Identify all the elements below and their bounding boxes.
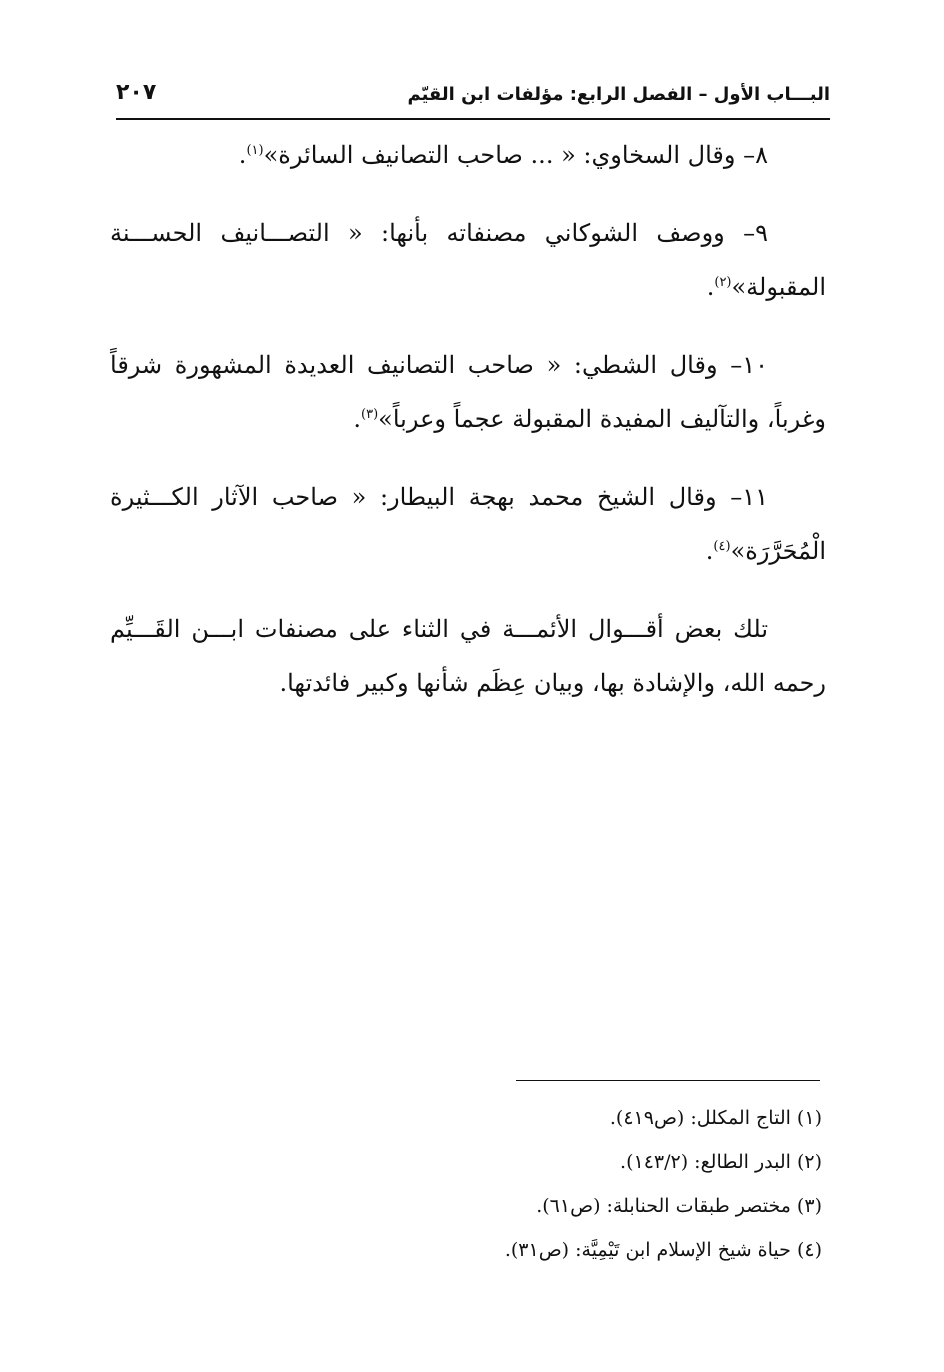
footnote-1: (١) التاج المكلل: (ص٤١٩). [609, 1107, 822, 1129]
paragraph-text: تلك بعض أقـــوال الأئمـــة في الثناء على مصنفات ابـــن القَـــيِّم رحمه الله، والإشادة بها، وبيان عِظَم شأنها وكبير فائدتها. [110, 615, 826, 697]
header-rule [116, 118, 830, 120]
paragraph-tail: . [706, 273, 715, 301]
paragraph-text: ١٠– وقال الشطي: « صاحب التصانيف العديدة المشهورة شرقاً وغرباً، والتآليف المفيدة المقبولة عجماً وعرباً» [110, 351, 826, 433]
paragraph-tail: . [353, 405, 362, 433]
paragraph-text: ٨– وقال السخاوي: « ... صاحب التصانيف السائرة» [263, 141, 768, 169]
paragraph-text: ١١– وقال الشيخ محمد بهجة البيطار: « صاحب الآثار الكـــثيرة الْمُحَرَّرَة» [110, 483, 826, 565]
paragraph-tail: . [238, 141, 247, 169]
page-number: ٢٠٧ [116, 80, 157, 105]
footnote-ref: (٢) [714, 275, 732, 290]
footnote-rule [516, 1080, 820, 1081]
paragraph-tail: . [705, 537, 714, 565]
footnotes [110, 1096, 822, 1272]
paragraph-text: ٩– ووصف الشوكاني مصنفاته بأنها: « التصـــانيف الحســـنة المقبولة» [110, 219, 826, 301]
footnote-ref: (١) [246, 143, 264, 158]
paragraph-11 [110, 470, 826, 578]
paragraph-8 [110, 128, 826, 182]
footnote-4: (٤) حياة شيخ الإسلام ابن تَيْمِيَّة: (ص٣١). [504, 1239, 822, 1261]
running-header [116, 78, 830, 118]
footnote-3: (٣) مختصر طبقات الحنابلة: (ص٦١). [536, 1195, 822, 1217]
paragraph-10 [110, 338, 826, 446]
footnote-ref: (٣) [361, 407, 379, 422]
paragraph-9 [110, 206, 826, 314]
main-text [110, 128, 826, 734]
footnote-2: (٢) البدر الطالع: (١٤٣/٢). [620, 1151, 822, 1173]
paragraph-conclusion [110, 602, 826, 710]
footnote-ref: (٤) [713, 539, 731, 554]
header-title: البـــاب الأول – الفصل الرابع: مؤلفات ابن القيّم [407, 84, 830, 105]
